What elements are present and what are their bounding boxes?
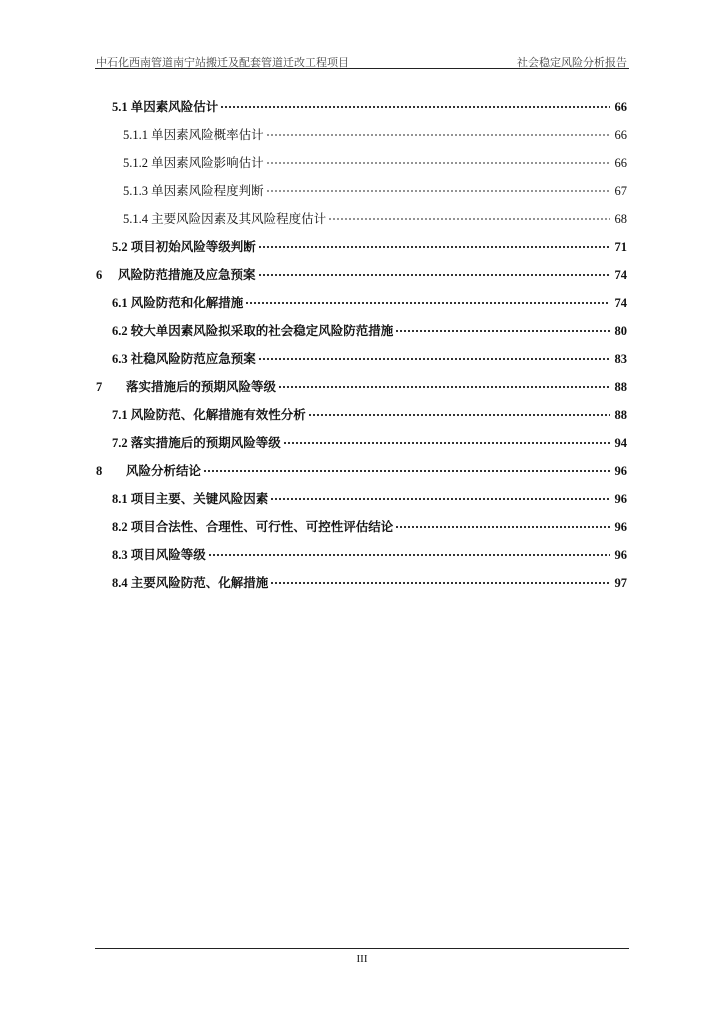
toc-entry-number: 6 bbox=[96, 268, 103, 282]
toc-entry-number: 5.1 bbox=[112, 100, 131, 114]
toc-entry-title: 项目主要、关键风险因素 bbox=[130, 492, 269, 506]
toc-entry-number: 8.4 bbox=[112, 576, 131, 590]
toc-leader-dots bbox=[395, 317, 610, 335]
toc-entry-title: 项目风险等级 bbox=[130, 548, 206, 562]
toc-leader-dots bbox=[245, 289, 610, 307]
toc-entry-title: 风险分析结论 bbox=[126, 464, 202, 478]
toc-leader-dots bbox=[270, 569, 610, 587]
toc-entry-page: 80 bbox=[614, 324, 627, 338]
toc-entry[interactable] bbox=[112, 233, 627, 254]
toc-entry-title: 单因素风险估计 bbox=[130, 100, 219, 114]
toc-entry[interactable] bbox=[112, 513, 627, 534]
toc-entry[interactable] bbox=[112, 429, 627, 450]
toc-entry-number: 8.3 bbox=[112, 548, 131, 562]
toc-entry-page: 71 bbox=[614, 240, 627, 254]
toc-entry-number: 5.1.3 bbox=[123, 184, 152, 198]
toc-entry-title: 社稳风险防范应急预案 bbox=[130, 352, 256, 366]
toc-leader-dots bbox=[328, 205, 610, 223]
toc-entry-number: 7 bbox=[96, 380, 103, 394]
toc-leader-dots bbox=[208, 541, 610, 559]
toc-entry-title: 风险防范措施及应急预案 bbox=[118, 268, 256, 282]
toc-leader-dots bbox=[283, 429, 610, 447]
toc-entry-page: 94 bbox=[614, 436, 627, 450]
toc-entry-number: 5.1.2 bbox=[123, 156, 152, 170]
toc-entry-title: 落实措施后的预期风险等级 bbox=[130, 436, 281, 450]
toc-entry-page: 97 bbox=[614, 576, 627, 590]
toc-entry-page: 66 bbox=[614, 156, 627, 170]
toc-leader-dots bbox=[258, 345, 610, 363]
toc-entry[interactable] bbox=[96, 457, 627, 478]
toc-entry-page: 96 bbox=[614, 520, 627, 534]
toc-leader-dots bbox=[258, 233, 610, 251]
toc-entry-page: 66 bbox=[614, 100, 627, 114]
toc-leader-dots bbox=[278, 373, 610, 391]
toc-entry-number: 5.1.1 bbox=[123, 128, 152, 142]
toc-entry-title: 落实措施后的预期风险等级 bbox=[126, 380, 277, 394]
toc-leader-dots bbox=[220, 93, 610, 111]
toc-entry[interactable] bbox=[123, 149, 627, 170]
toc-entry-number: 7.2 bbox=[112, 436, 131, 450]
toc-entry-page: 74 bbox=[614, 268, 627, 282]
toc-entry[interactable] bbox=[112, 289, 627, 310]
toc-leader-dots bbox=[395, 513, 610, 531]
toc-entry-number: 6.2 bbox=[112, 324, 131, 338]
toc-entry-title: 单因素风险影响估计 bbox=[151, 156, 264, 170]
toc-entry[interactable] bbox=[112, 317, 627, 338]
toc-entry-page: 88 bbox=[614, 380, 627, 394]
toc-entry-page: 96 bbox=[614, 464, 627, 478]
toc-entry[interactable] bbox=[96, 373, 627, 394]
toc-leader-dots bbox=[266, 177, 610, 195]
toc-entry-page: 83 bbox=[614, 352, 627, 366]
toc-leader-dots bbox=[203, 457, 610, 475]
header-report-title: 社会稳定风险分析报告 bbox=[517, 57, 627, 69]
toc-entry-title: 风险防范、化解措施有效性分析 bbox=[130, 408, 306, 422]
toc-entry-title: 单因素风险概率估计 bbox=[151, 128, 264, 142]
toc-entry[interactable] bbox=[123, 121, 627, 142]
toc-entry[interactable] bbox=[112, 569, 627, 590]
page-number: III bbox=[356, 953, 368, 965]
toc-leader-dots bbox=[258, 261, 610, 279]
footer-divider bbox=[95, 948, 629, 949]
toc-entry-title: 主要风险防范、化解措施 bbox=[130, 576, 269, 590]
toc-entry[interactable] bbox=[112, 485, 627, 506]
toc-entry[interactable] bbox=[123, 177, 627, 198]
toc-entry-number: 8 bbox=[96, 464, 103, 478]
toc-entry[interactable] bbox=[112, 345, 627, 366]
toc-leader-dots bbox=[270, 485, 610, 503]
toc-entry-number: 5.1.4 bbox=[123, 212, 152, 226]
toc-entry-number: 6.3 bbox=[112, 352, 131, 366]
toc-leader-dots bbox=[308, 401, 610, 419]
toc-entry-number: 5.2 bbox=[112, 240, 131, 254]
toc-entry-number: 7.1 bbox=[112, 408, 131, 422]
toc-entry-title: 风险防范和化解措施 bbox=[130, 296, 244, 310]
toc-entry-number: 8.1 bbox=[112, 492, 131, 506]
toc-entry-title: 项目初始风险等级判断 bbox=[130, 240, 256, 254]
toc-entry-title: 单因素风险程度判断 bbox=[151, 184, 264, 198]
toc-entry-page: 66 bbox=[614, 128, 627, 142]
toc-entry-title: 项目合法性、合理性、可行性、可控性评估结论 bbox=[130, 520, 394, 534]
toc-entry-page: 67 bbox=[614, 184, 627, 198]
toc-entry-page: 68 bbox=[614, 212, 627, 226]
toc-leader-dots bbox=[266, 121, 610, 139]
header-project-title: 中石化西南管道南宁站搬迁及配套管道迁改工程项目 bbox=[96, 57, 349, 69]
toc-entry-number: 8.2 bbox=[112, 520, 131, 534]
toc-entry-title: 主要风险因素及其风险程度估计 bbox=[151, 212, 327, 226]
toc-leader-dots bbox=[266, 149, 610, 167]
toc-entry[interactable] bbox=[112, 401, 627, 422]
toc-entry[interactable] bbox=[123, 205, 627, 226]
toc-entry[interactable] bbox=[96, 261, 627, 282]
toc-entry[interactable] bbox=[112, 93, 627, 114]
toc-entry-page: 74 bbox=[614, 296, 627, 310]
toc-entry-page: 96 bbox=[614, 492, 627, 506]
toc-entry[interactable] bbox=[112, 541, 627, 562]
toc-entry-page: 88 bbox=[614, 408, 627, 422]
toc-entry-title: 较大单因素风险拟采取的社会稳定风险防范措施 bbox=[130, 324, 394, 338]
toc-entry-number: 6.1 bbox=[112, 296, 131, 310]
toc-entry-page: 96 bbox=[614, 548, 627, 562]
